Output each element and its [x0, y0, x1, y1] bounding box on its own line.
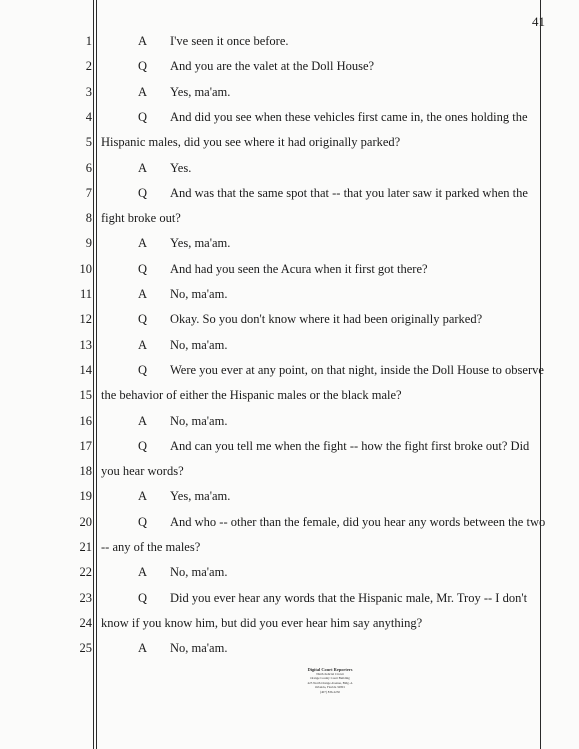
line-number: 9	[85, 236, 92, 251]
transcript-line	[138, 110, 528, 125]
speaker-label: A	[138, 287, 148, 301]
line-number: 5	[85, 135, 92, 150]
line-number: 7	[85, 185, 92, 200]
speaker-label: A	[138, 641, 148, 656]
line-content: Were you ever at any point, on that night, inside the Doll House to observe	[170, 362, 544, 377]
line-number: 12	[79, 312, 92, 327]
footer-line: 425 North Orange Avenue, Bldg. A	[307, 680, 353, 685]
speaker-label: Q	[138, 362, 148, 377]
speaker-label: Q	[138, 261, 148, 276]
line-content: Yes, ma'am.	[170, 84, 231, 99]
line-number: 22	[79, 565, 92, 580]
transcript-line	[138, 565, 227, 580]
transcript-line	[138, 641, 227, 656]
line-content: And was that the same spot that -- that you later saw it parked when the	[170, 185, 528, 200]
line-content: Did you ever hear any words that the Hispanic male, Mr. Troy -- I don't	[170, 590, 528, 605]
transcript-line	[138, 414, 227, 429]
transcript-line	[138, 34, 289, 49]
line-number: 2	[85, 59, 92, 74]
line-number: 3	[85, 84, 92, 99]
line-content: Okay. So you don't know where it had been originally parked?	[170, 312, 483, 327]
line-number: 11	[79, 287, 92, 301]
left-margin-rule	[93, 0, 94, 749]
transcript-line	[138, 85, 230, 100]
footer-title: Digital Court Reporters	[307, 667, 353, 672]
line-content: I've seen it once before.	[170, 34, 289, 48]
speaker-label: A	[138, 34, 148, 48]
left-margin-rule-inner	[96, 0, 97, 749]
speaker-label: Q	[138, 514, 148, 529]
transcript-line: -- any of the males?	[101, 540, 201, 554]
footer-line: Orange County Court Building	[310, 676, 350, 681]
footer-line: Orlando, Florida 32801	[314, 685, 345, 690]
transcript-line: know if you know him, but did you ever hear him say anything?	[101, 615, 423, 630]
line-number: 8	[85, 211, 92, 226]
footer-line: (407) 836-2230	[320, 689, 340, 694]
line-number: 4	[85, 109, 92, 124]
line-number: 1	[85, 34, 92, 48]
transcript-line	[138, 338, 227, 353]
speaker-label: Q	[138, 438, 148, 453]
transcript-line	[138, 591, 527, 606]
line-content: And you are the valet at the Doll House?	[170, 59, 375, 74]
line-number: 10	[79, 261, 92, 276]
line-number: 23	[79, 590, 92, 605]
transcript-line	[138, 161, 191, 176]
speaker-label: A	[138, 84, 148, 99]
transcript-line	[138, 59, 374, 74]
line-content: And who -- other than the female, did you hear any words between the two	[170, 514, 546, 529]
page-number: 41	[532, 14, 545, 29]
speaker-label: A	[138, 337, 148, 352]
line-content: No, ma'am.	[170, 337, 228, 352]
footer-line: Ninth Judicial Circuit	[316, 672, 344, 676]
line-number: 21	[79, 540, 92, 554]
line-content: Yes, ma'am.	[170, 489, 231, 504]
speaker-label: Q	[138, 109, 148, 124]
transcript-line	[138, 363, 544, 378]
line-number: 19	[79, 489, 92, 504]
transcript-line: Hispanic males, did you see where it had originally parked?	[101, 135, 401, 150]
line-number: 17	[79, 438, 92, 453]
line-content: And did you see when these vehicles first came in, the ones holding the	[170, 109, 528, 124]
transcript-line	[138, 489, 230, 504]
line-content: And had you seen the Acura when it first got there?	[170, 261, 428, 276]
speaker-label: A	[138, 160, 148, 175]
speaker-label: A	[138, 236, 148, 251]
speaker-label: A	[138, 565, 148, 580]
line-number: 13	[79, 337, 92, 352]
line-number: 24	[79, 615, 92, 630]
transcript-line: fight broke out?	[101, 211, 181, 226]
line-number: 6	[85, 160, 92, 175]
speaker-label: Q	[138, 590, 148, 605]
line-content: No, ma'am.	[170, 413, 228, 428]
transcript-line	[138, 515, 545, 530]
line-content: And can you tell me when the fight -- how the fight first broke out? Did	[170, 438, 530, 453]
line-number: 16	[79, 413, 92, 428]
transcript-line	[138, 312, 482, 327]
line-number: 25	[79, 641, 92, 656]
line-number: 15	[79, 388, 92, 403]
transcript-line	[138, 439, 529, 454]
transcript-line	[138, 262, 428, 277]
transcript-line	[138, 236, 230, 251]
speaker-label: Q	[138, 312, 148, 327]
line-content: No, ma'am.	[170, 287, 228, 301]
speaker-label: A	[138, 489, 148, 504]
speaker-label: A	[138, 413, 148, 428]
line-number: 14	[79, 362, 92, 377]
transcript-line	[138, 287, 227, 302]
line-content: Yes, ma'am.	[170, 236, 231, 251]
court-reporter-footer	[270, 667, 390, 694]
line-number: 20	[79, 514, 92, 529]
line-content: Yes.	[170, 160, 192, 175]
line-number: 18	[79, 464, 92, 479]
transcript-line: the behavior of either the Hispanic males or the black male?	[101, 388, 402, 403]
line-content: No, ma'am.	[170, 565, 228, 580]
line-content: No, ma'am.	[170, 641, 228, 656]
transcript-line	[138, 186, 528, 201]
speaker-label: Q	[138, 59, 148, 74]
transcript-line: you hear words?	[101, 464, 184, 479]
speaker-label: Q	[138, 185, 148, 200]
